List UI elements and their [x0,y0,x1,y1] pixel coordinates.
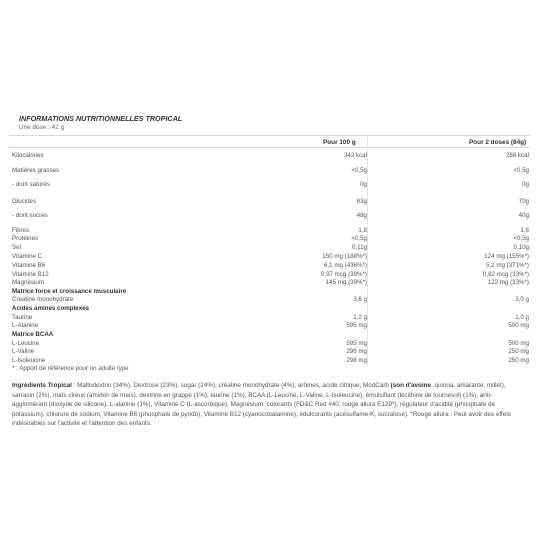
row-value-2doses: 500 mg [508,322,529,329]
row-label: * : Apport de référence pour un adulte type [12,365,129,372]
row-value-100g: 48g [356,212,367,219]
row-label: Sel [12,244,21,251]
row-label: Vitamine B12 [12,271,49,278]
row-value-100g: 0,11g [351,244,367,251]
table-row [12,198,530,207]
table-row [12,296,530,305]
row-value-100g: 83g [356,198,367,205]
table-row [12,167,530,176]
table-row [12,365,530,374]
row-label: Magnésium [12,279,44,286]
table-section-header [12,305,530,314]
row-value-2doses: <0,5g [513,167,529,174]
row-value-100g: <0,5g [351,235,367,242]
table-row [12,322,530,331]
row-label: Matrice BCAA [12,331,54,338]
table-row [12,244,530,253]
row-value-100g: 145 mg (39%*) [325,279,367,286]
row-value-2doses: <0,5g [513,235,529,242]
row-value-2doses: 70g [518,198,529,205]
row-value-100g: 298 mg [346,357,367,364]
col-header-100g: Pour 100 g [323,139,356,146]
row-value-100g: 6,1 mg (436%*) [324,262,367,269]
row-value-100g: 3,6 g [353,296,367,303]
row-label: Glucides [12,198,37,205]
row-value-100g: 150 mg (188%*) [322,253,367,260]
table-row [12,152,530,161]
ingredients-label: Ingrédients Tropical [12,382,72,389]
ingredients-bold: (son d'avoine [390,382,432,389]
row-value-100g: 298 mg [346,348,367,355]
row-label: - dont sucres [12,212,48,219]
row-value-100g: 342 kcal [343,152,367,159]
row-value-2doses: 124 mg (155%*) [484,253,529,260]
table-row [12,235,530,244]
row-label: Matrice force et croissance musculaire [12,288,127,295]
row-value-2doses: 40g [518,212,529,219]
row-label: Acides aminés complexes [12,305,90,312]
row-value-100g: 595 mg [346,340,367,347]
row-label: Fibres [12,227,30,234]
row-label: L-Isoleucine [12,357,46,364]
row-value-100g: 595 mg [346,322,367,329]
row-value-2doses: 1,0 g [515,314,529,321]
row-value-100g: 1,8 [358,227,367,234]
row-label: Protéines [12,235,39,242]
row-label: Matières grasses [12,167,60,174]
row-value-2doses: 500 mg [508,340,529,347]
row-label: L-Valine [12,348,35,355]
row-value-2doses: 122 mg (33%*) [487,279,529,286]
table-section-header [12,331,530,340]
nutrition-title: INFORMATIONS NUTRITIONNELLES TROPICAL [19,114,183,123]
table-header-rule [9,147,530,148]
ingredients-part2: , quinoa, amarante, millet), sarrasin (2%), maïs cireux (amidon de maïs), dextrine en grappe (1%), taurine (1%), BCAA (L-Leucine, L-Valine, L-Isoleucine), émulsifiant (lécithine de tournesol) (1%), anti-agglomérant (dioxyde de silicone), L-alanine (1%), Vitamine C (L-ascorbique), Magnésium, colorants (FD&C Red #40, rouge allura E129*), régulateur d'acidité (phosphate de potassium), chlorure de sodium, Vitamine B6 (phosphate de pyrido), Vitamine B12 (cyanocobalamine), édulcorants (acésulfame-K, sucralose). *Rouge allura : Peut avoir des effets indésirables sur l'activité et l'attention des enfants. [12,382,512,427]
row-label: L-Leucine [12,340,40,347]
table-row [12,348,530,357]
row-value-2doses: 3,0 g [515,296,529,303]
row-value-2doses: 0g [522,181,529,188]
row-label: Taurine [12,314,33,321]
row-value-100g: 1,2 g [353,314,367,321]
col-header-2doses: Pour 2 doses (84g) [469,139,527,146]
row-value-2doses: 5,2 mg (371%*) [486,262,529,269]
row-value-2doses: 1,6 [520,227,529,234]
dose-info: Une dose : 42 g [19,124,65,131]
row-value-100g: <0,5g [351,167,367,174]
row-value-2doses: 288 kcal [505,152,529,159]
row-value-2doses: 250 mg [508,348,529,355]
row-label: L-Alanine [12,322,39,329]
row-label: Creatine monohydrate [12,296,74,303]
row-label: Vitamine B6 [12,262,46,269]
table-top-rule [9,135,530,136]
table-row [12,279,530,288]
row-label: - dont saturés [12,181,50,188]
row-value-100g: 0g [360,181,367,188]
row-value-2doses: 0,10g [513,244,529,251]
table-row [12,212,530,221]
table-row [12,181,530,190]
table-row [12,253,530,262]
row-label: Kilocalories [12,152,44,159]
row-label: Vitamine C [12,253,43,260]
ingredients-part1: : Maltodextrin (34%), Dextrose (23%), sugar (24%), créatine monohydrate (4%), arômes, acide citrique, ModCarb [71,382,391,389]
row-value-100g: 0,97 mcg (39%*) [320,271,367,278]
ingredients-text [12,381,527,429]
table-row [12,262,530,271]
row-value-2doses: 0,82 mcg (33%*) [482,271,529,278]
row-value-2doses: 250 mg [508,357,529,364]
